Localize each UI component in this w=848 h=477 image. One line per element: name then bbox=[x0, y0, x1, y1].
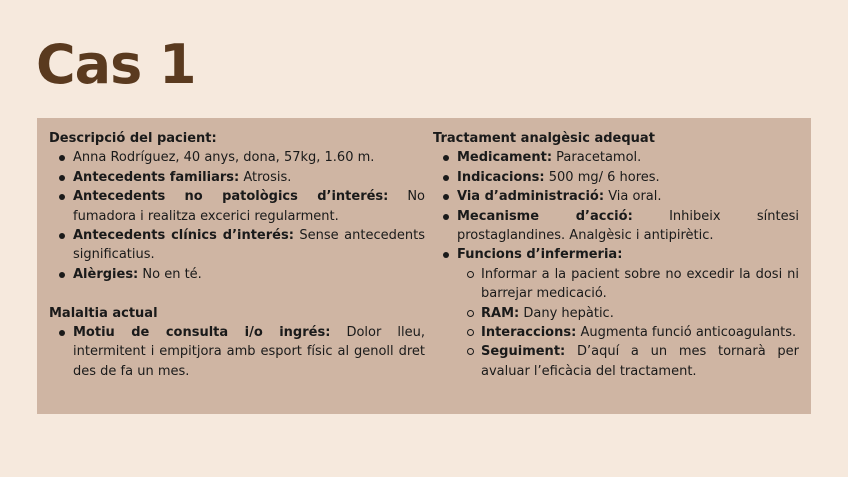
sub-list-item: Seguiment: D’aquí a un mes tornarà per avaluar l’eficàcia del tractament. bbox=[433, 342, 799, 381]
right-column bbox=[433, 129, 799, 414]
sub-list-item: Informar a la pacient sobre no excedir la dosi ni barrejar medicació. bbox=[433, 265, 799, 304]
list-item: Indicacions: 500 mg/ 6 hores. bbox=[433, 168, 799, 187]
left-column bbox=[49, 129, 425, 414]
patient-description-list bbox=[49, 148, 425, 284]
patient-description-heading: Descripció del pacient: bbox=[49, 131, 217, 146]
sub-list-item: Interaccions: Augmenta funció anticoagulants. bbox=[433, 323, 799, 342]
list-item: Alèrgies: No en té. bbox=[49, 265, 425, 284]
page-title: Cas 1 bbox=[36, 33, 196, 96]
list-item: Antecedents familiars: Atrosis. bbox=[49, 168, 425, 187]
list-item: Motiu de consulta i/o ingrés: Dolor lleu, intermitent i empitjora amb esport físic al genoll dret des de fa un mes. bbox=[49, 323, 425, 381]
content-panel bbox=[37, 118, 811, 414]
list-item: Antecedents no patològics d’interés: No fumadora i realitza excerici regularment. bbox=[49, 187, 425, 226]
treatment-heading: Tractament analgèsic adequat bbox=[433, 131, 655, 146]
list-item: Anna Rodríguez, 40 anys, dona, 57kg, 1.60 m. bbox=[49, 148, 425, 167]
current-illness-heading: Malaltia actual bbox=[49, 305, 158, 321]
list-item: Via d’administració: Via oral. bbox=[433, 187, 799, 206]
list-item: Funcions d’infermeria: bbox=[433, 245, 799, 264]
list-item: Mecanisme d’acció: Inhibeix síntesi prostaglandines. Analgèsic i antipirètic. bbox=[433, 207, 799, 246]
sub-list-item: RAM: Dany hepàtic. bbox=[433, 304, 799, 323]
list-item: Antecedents clínics d’interés: Sense antecedents significatius. bbox=[49, 226, 425, 265]
current-illness-list bbox=[49, 323, 425, 381]
list-item: Medicament: Paracetamol. bbox=[433, 148, 799, 167]
treatment-list bbox=[433, 148, 799, 381]
